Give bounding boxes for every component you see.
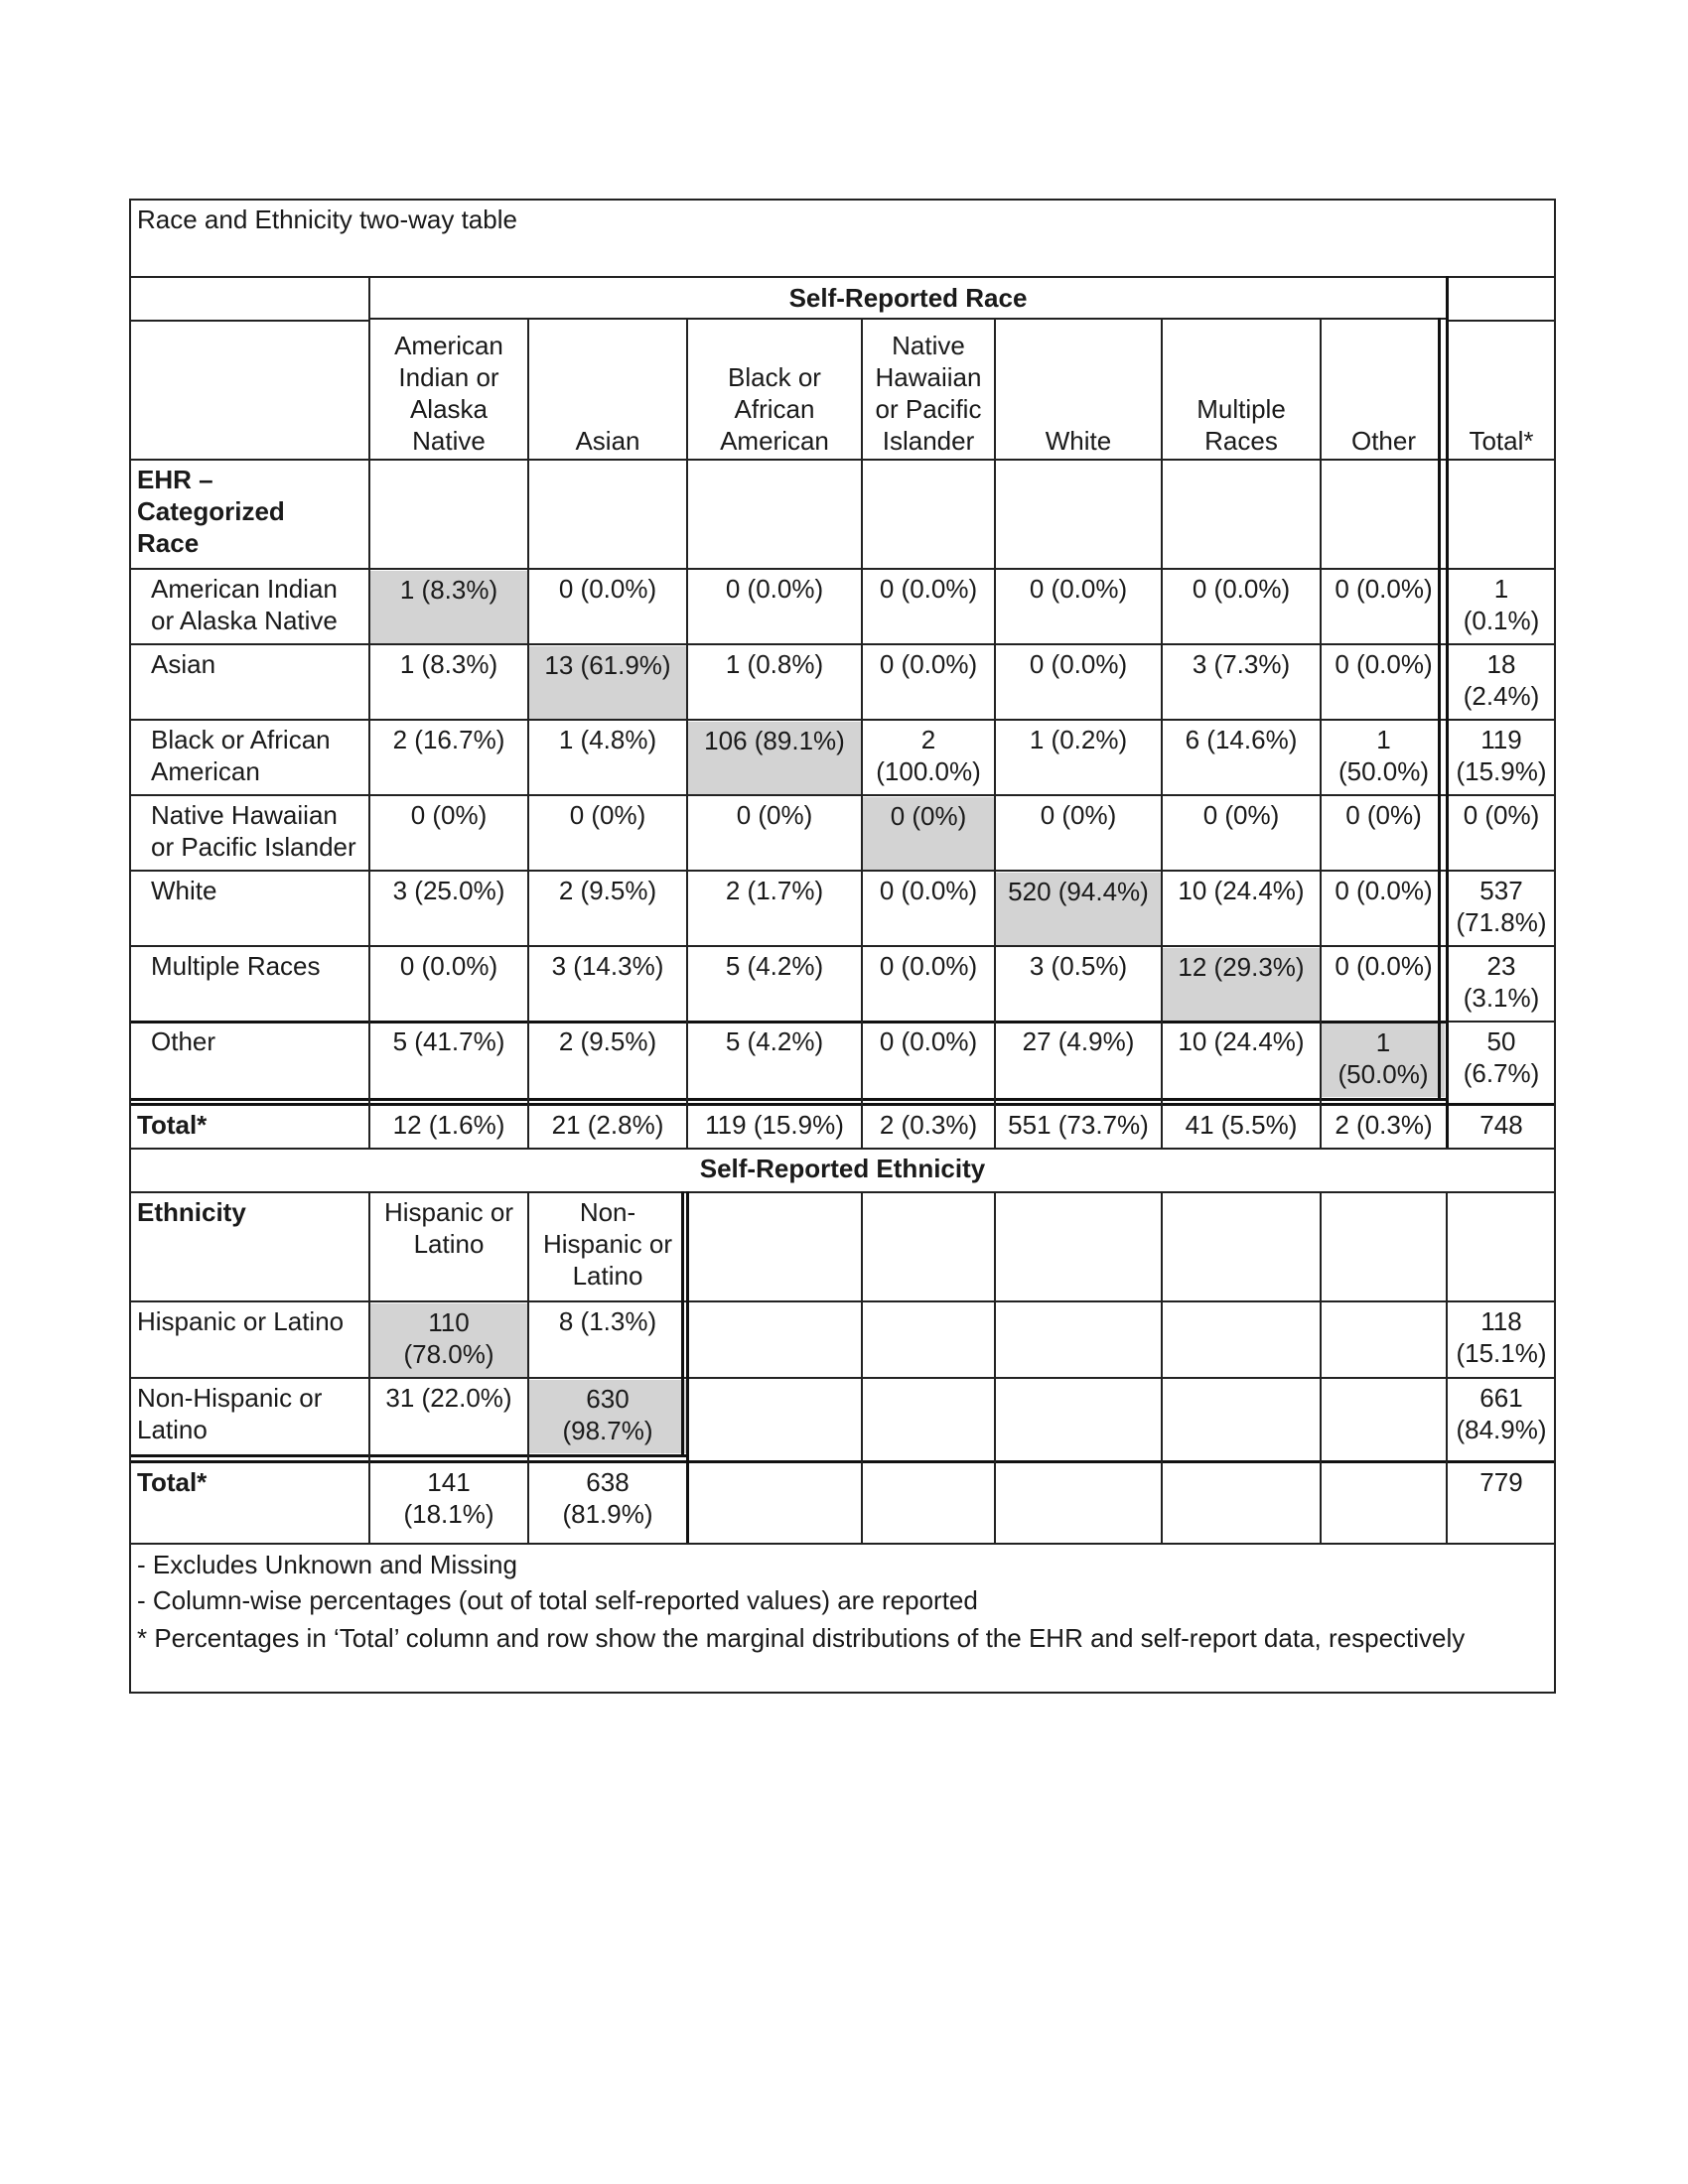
race-total-cell: 50 (6.7%) — [1463, 1026, 1540, 1088]
race-cell: 10 (24.4%) — [1178, 876, 1305, 905]
race-cell: 0 (0.0%) — [1335, 574, 1433, 604]
race-cell: 13 (61.9%) — [529, 646, 686, 720]
ethnicity-total-row-label: Total* — [137, 1467, 208, 1497]
race-cell: 0 (0.0%) — [1335, 876, 1433, 905]
race-cell: 0 (0.0%) — [725, 574, 824, 604]
race-cell: 0 (0%) — [1040, 800, 1117, 830]
footnote-2: - Column-wise percentages (out of total self-reported values) are reported — [137, 1585, 978, 1615]
race-cell: 0 (0%) — [410, 800, 488, 830]
race-col-header-white: White — [1045, 426, 1112, 456]
grid-line — [994, 1191, 996, 1543]
race-col-header-total: Total* — [1469, 426, 1534, 456]
grid-line — [131, 1021, 1447, 1024]
grid-line — [1320, 1191, 1322, 1543]
race-cell: 0 (0%) — [1202, 800, 1280, 830]
grid-line — [131, 643, 1554, 645]
grid-line — [369, 318, 1447, 320]
grid-line — [131, 1148, 1554, 1150]
race-cell: 3 (0.5%) — [1029, 951, 1128, 981]
grid-line — [131, 945, 1554, 947]
grid-line — [527, 1191, 529, 1543]
ethnicity-cell: 8 (1.3%) — [558, 1306, 657, 1336]
race-cell: 0 (0.0%) — [879, 951, 978, 981]
race-total-row-cell: 2 (0.3%) — [1335, 1110, 1433, 1140]
race-total-row-cell: 21 (2.8%) — [551, 1110, 664, 1140]
grid-line — [686, 318, 688, 1148]
grid-line — [131, 1377, 1554, 1379]
race-cell: 0 (0%) — [863, 797, 994, 871]
race-cell: 0 (0%) — [569, 800, 646, 830]
ethnicity-cell: 630 (98.7%) — [529, 1380, 686, 1453]
race-section-header: Self-Reported Race — [788, 283, 1028, 313]
race-cell: 1 (0.8%) — [725, 649, 824, 679]
ethnicity-col-header-nonhispanic: Non- Hispanic or Latino — [542, 1197, 673, 1291]
race-cell: 2 (16.7%) — [392, 725, 505, 754]
grid-line — [131, 1103, 1554, 1106]
race-cell: 0 (0.0%) — [879, 649, 978, 679]
grid-line — [861, 318, 863, 1148]
race-cell: 12 (29.3%) — [1163, 948, 1320, 1022]
ethnicity-section-header: Self-Reported Ethnicity — [699, 1154, 986, 1183]
race-cell: 0 (0.0%) — [399, 951, 498, 981]
grid-line — [1161, 318, 1163, 1148]
ethnicity-group-label: Ethnicity — [137, 1197, 246, 1227]
race-cell: 2 (9.5%) — [558, 1026, 657, 1056]
grid-line — [131, 1098, 1447, 1101]
ethnicity-cell: 110 (78.0%) — [370, 1303, 527, 1377]
grid-line — [1320, 318, 1322, 1148]
grid-line — [994, 318, 996, 1148]
grid-line — [1446, 276, 1449, 1148]
race-total-cell: 18 (2.4%) — [1463, 649, 1540, 711]
ethnicity-total-row-cell: 141 (18.1%) — [403, 1467, 494, 1529]
race-col-header-other: Other — [1350, 426, 1417, 456]
ehr-row-label-asian: Asian — [151, 649, 216, 679]
grid-line — [131, 1300, 1554, 1302]
race-total-row-cell: 119 (15.9%) — [705, 1110, 844, 1140]
race-total-row-cell: 551 (73.7%) — [1008, 1110, 1149, 1140]
race-total-row-cell: 12 (1.6%) — [392, 1110, 505, 1140]
grid-line — [1446, 1191, 1448, 1543]
race-cell: 2 (1.7%) — [725, 876, 824, 905]
race-total-row-label: Total* — [137, 1110, 208, 1140]
race-cell: 1 (8.3%) — [399, 649, 498, 679]
race-cell: 0 (0.0%) — [1192, 574, 1291, 604]
race-cell: 0 (0.0%) — [879, 574, 978, 604]
race-cell: 1 (50.0%) — [1322, 1024, 1445, 1097]
race-cell: 0 (0%) — [1345, 800, 1422, 830]
race-cell: 0 (0.0%) — [1029, 574, 1128, 604]
grid-line — [1447, 320, 1556, 322]
race-total-row-cell: 2 (0.3%) — [879, 1110, 978, 1140]
ehr-row-label-black: Black or African American — [151, 725, 331, 786]
ethnicity-cell: 31 (22.0%) — [385, 1383, 512, 1413]
race-cell: 0 (0.0%) — [879, 876, 978, 905]
race-cell: 3 (14.3%) — [551, 951, 664, 981]
race-cell: 3 (25.0%) — [392, 876, 505, 905]
table-title: Race and Ethnicity two-way table — [137, 205, 517, 234]
ehr-row-label-other: Other — [151, 1026, 216, 1056]
grid-line — [368, 1191, 370, 1543]
race-cell: 5 (4.2%) — [725, 951, 824, 981]
race-total-cell: 23 (3.1%) — [1463, 951, 1540, 1013]
race-cell: 5 (41.7%) — [392, 1026, 505, 1056]
grid-line — [131, 794, 1554, 796]
race-cell: 5 (4.2%) — [725, 1026, 824, 1056]
race-cell: 0 (0.0%) — [1335, 649, 1433, 679]
footnote-1: - Excludes Unknown and Missing — [137, 1550, 517, 1579]
ethnicity-total-cell: 118 (15.1%) — [1456, 1306, 1547, 1368]
race-cell: 27 (4.9%) — [1022, 1026, 1135, 1056]
race-cell: 0 (0.0%) — [1335, 951, 1433, 981]
race-cell: 0 (0%) — [736, 800, 813, 830]
grid-line — [1438, 318, 1441, 1101]
footnote-3: * Percentages in ‘Total’ column and row show the marginal distributions of the EHR and self-report data, respectively — [137, 1623, 1466, 1653]
race-cell: 2 (100.0%) — [876, 725, 981, 786]
grid-line — [131, 870, 1554, 872]
grid-line — [861, 1191, 863, 1543]
ethnicity-col-header-hispanic: Hispanic or Latino — [383, 1197, 514, 1259]
grid-line — [131, 1191, 1554, 1193]
race-col-header-multiple: Multiple Races — [1196, 394, 1286, 456]
race-cell: 0 (0.0%) — [1029, 649, 1128, 679]
grid-line — [131, 1460, 1554, 1463]
ethnicity-row-label-hispanic: Hispanic or Latino — [137, 1306, 345, 1336]
grid-line — [1161, 1191, 1163, 1543]
grid-line — [527, 318, 529, 1148]
race-total-cell: 119 (15.9%) — [1456, 725, 1547, 786]
ehr-row-label-nhpi: Native Hawaiian or Pacific Islander — [151, 800, 356, 862]
race-cell: 6 (14.6%) — [1185, 725, 1298, 754]
race-col-header-black: Black or African American — [720, 362, 829, 456]
race-total-cell: 0 (0%) — [1463, 800, 1540, 830]
ethnicity-total-row-cell: 638 (81.9%) — [562, 1467, 653, 1529]
grid-line — [131, 568, 1554, 570]
race-cell: 3 (7.3%) — [1192, 649, 1291, 679]
race-col-header-nhpi: Native Hawaiian or Pacific Islander — [875, 331, 982, 456]
race-cell: 106 (89.1%) — [688, 722, 861, 795]
two-way-table — [129, 199, 1556, 1694]
race-grand-total: 748 — [1479, 1110, 1523, 1140]
ethnicity-grand-total: 779 — [1479, 1467, 1523, 1497]
grid-line — [131, 1454, 689, 1457]
race-cell: 1 (4.8%) — [558, 725, 657, 754]
race-total-row-cell: 41 (5.5%) — [1185, 1110, 1298, 1140]
race-cell: 0 (0.0%) — [879, 1026, 978, 1056]
race-total-cell: 537 (71.8%) — [1456, 876, 1547, 937]
race-cell: 520 (94.4%) — [996, 873, 1161, 946]
ethnicity-total-cell: 661 (84.9%) — [1456, 1383, 1547, 1444]
race-cell: 1 (0.2%) — [1029, 725, 1128, 754]
ehr-race-group-label: EHR – Categorized Race — [137, 465, 285, 558]
race-cell: 1 (50.0%) — [1337, 725, 1430, 786]
race-col-header-aian: American Indian or Alaska Native — [394, 331, 503, 456]
race-cell: 0 (0.0%) — [558, 574, 657, 604]
grid-line — [131, 276, 1554, 278]
race-cell: 2 (9.5%) — [558, 876, 657, 905]
grid-line — [686, 1191, 689, 1543]
grid-line — [131, 1543, 1554, 1545]
grid-line — [131, 320, 369, 322]
race-cell: 10 (24.4%) — [1178, 1026, 1305, 1056]
grid-line — [681, 1191, 684, 1457]
ehr-row-label-aian: American Indian or Alaska Native — [151, 574, 338, 635]
ehr-row-label-multiple: Multiple Races — [151, 951, 321, 981]
grid-line — [1447, 1021, 1556, 1023]
race-total-cell: 1 (0.1%) — [1463, 574, 1540, 635]
grid-line — [368, 276, 370, 1148]
grid-line — [131, 719, 1554, 721]
grid-line — [131, 459, 1554, 461]
race-cell: 1 (8.3%) — [370, 571, 527, 644]
race-col-header-asian: Asian — [575, 426, 640, 456]
ethnicity-row-label-nonhispanic: Non-Hispanic or Latino — [137, 1383, 323, 1444]
ehr-row-label-white: White — [151, 876, 217, 905]
